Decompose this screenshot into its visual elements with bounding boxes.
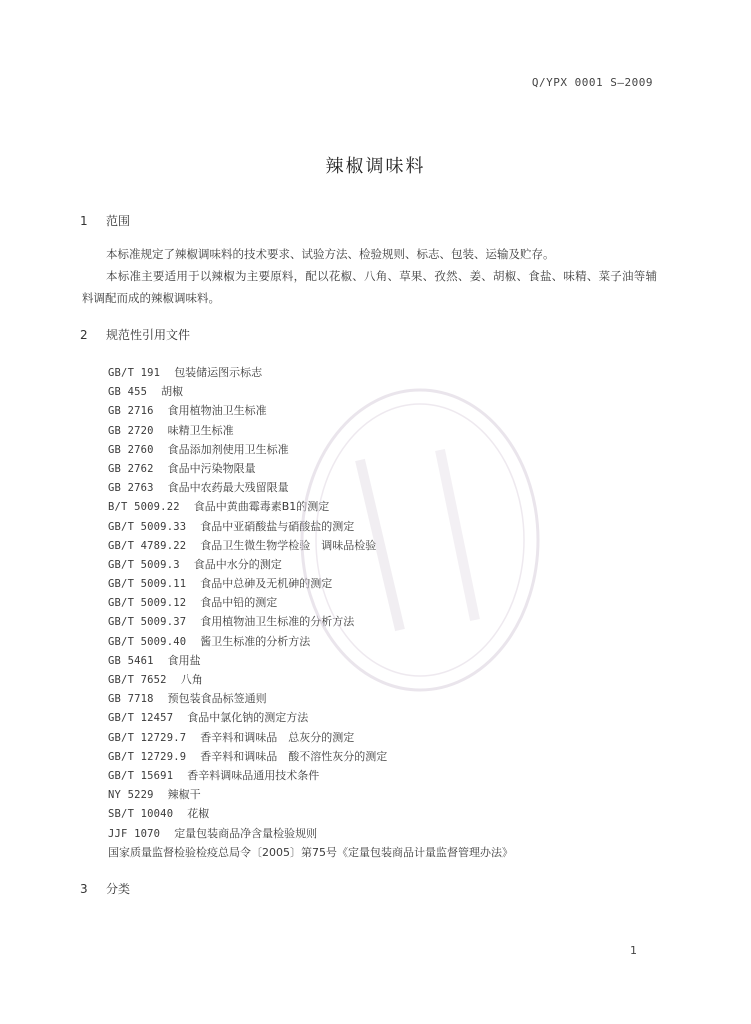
reference-title: 国家质量监督检验检疫总局令〔2005〕第75号《定量包装商品计量监督管理办法》 (108, 845, 513, 859)
reference-title: 食用植物油卫生标准 (167, 404, 267, 418)
reference-title: 酱卫生标准的分析方法 (200, 634, 311, 648)
reference-item (108, 824, 513, 843)
reference-title: 食品中农药最大残留限量 (167, 481, 289, 495)
reference-title: 花椒 (187, 807, 210, 821)
reference-code: B/T 5009.22 (108, 501, 180, 514)
reference-code: GB 7718 (108, 693, 154, 706)
reference-code: GB 2716 (108, 405, 154, 418)
reference-code: GB/T 7652 (108, 674, 167, 686)
reference-title: 味精卫生标准 (167, 423, 234, 437)
reference-title: 包装储运图示标志 (174, 366, 263, 379)
reference-code: GB/T 5009.40 (108, 635, 187, 648)
reference-code: GB/T 5009.3 (108, 558, 180, 571)
reference-item (108, 536, 513, 555)
reference-title: 食品中污染物限量 (167, 461, 256, 475)
section-heading-classification (80, 880, 130, 897)
reference-item (108, 766, 513, 785)
reference-item (108, 382, 513, 401)
reference-item (108, 747, 513, 766)
reference-code: GB/T 12729.9 (108, 750, 187, 763)
scope-paragraph-1: 本标准规定了辣椒调味料的技术要求、试验方法、检验规则、标志、包装、运输及贮存。 (106, 247, 555, 261)
reference-item (108, 401, 513, 420)
reference-item (108, 478, 513, 497)
document-title: 辣椒调味料 (325, 156, 426, 177)
reference-title: 食品中黄曲霉毒素B1的测定 (193, 500, 330, 514)
reference-item (108, 708, 513, 727)
reference-item (108, 843, 513, 862)
section-heading-scope (80, 212, 130, 229)
reference-title: 食品卫生微生物学检验 调味品检验 (200, 538, 377, 552)
reference-title: 香辛料和调味品 总灰分的测定 (200, 730, 355, 744)
reference-item (108, 440, 513, 459)
reference-title: 食品添加剂使用卫生标准 (167, 442, 289, 456)
reference-code: JJF 1070 (108, 827, 161, 840)
reference-item (108, 555, 513, 574)
reference-list (108, 363, 513, 862)
reference-item (108, 497, 513, 516)
reference-code: GB/T 4789.22 (108, 539, 187, 552)
reference-title: 食品中亚硝酸盐与硝酸盐的测定 (200, 519, 355, 533)
reference-title: 香辛料调味品通用技术条件 (187, 768, 320, 782)
reference-title: 胡椒 (161, 385, 184, 399)
reference-code: GB/T 15691 (108, 769, 174, 782)
reference-item (108, 574, 513, 593)
reference-code: GB/T 5009.12 (108, 597, 187, 610)
section-number: 3 (80, 882, 88, 896)
scope-paragraph-2: 本标准主要适用于以辣椒为主要原料，配以花椒、八角、草果、孜然、姜、胡椒、食盐、味精、菜子油等辅料调配而成的辣椒调味料。 (82, 269, 657, 305)
reference-item (108, 632, 513, 651)
reference-code: GB 5461 (108, 654, 154, 667)
reference-item (108, 593, 513, 612)
reference-title: 八角 (180, 673, 203, 686)
reference-title: 预包装食品标签通则 (167, 692, 267, 706)
reference-item (108, 689, 513, 708)
reference-code: GB/T 5009.37 (108, 616, 187, 629)
reference-item (108, 728, 513, 747)
reference-code: GB/T 12457 (108, 712, 174, 725)
reference-code: GB 2760 (108, 443, 154, 456)
reference-item (108, 612, 513, 631)
reference-title: 食用植物油卫生标准的分析方法 (200, 615, 355, 629)
reference-item (108, 517, 513, 536)
section-heading-normative-references (80, 326, 190, 343)
reference-item (108, 363, 513, 382)
reference-item (108, 670, 513, 689)
reference-code: GB/T 5009.11 (108, 578, 187, 591)
section-title: 范围 (106, 214, 131, 228)
reference-code: GB/T 12729.7 (108, 731, 187, 744)
section-number: 2 (80, 328, 88, 342)
section-title: 分类 (106, 882, 131, 896)
section-title: 规范性引用文件 (106, 328, 191, 342)
page-number: 1 (630, 944, 637, 957)
reference-item (108, 804, 513, 823)
reference-item (108, 785, 513, 804)
reference-code: GB 2762 (108, 462, 154, 475)
section-number: 1 (80, 214, 88, 228)
reference-title: 食品中铅的测定 (200, 596, 278, 610)
reference-code: GB 2720 (108, 424, 154, 437)
reference-code: GB 2763 (108, 482, 154, 495)
reference-code: GB/T 5009.33 (108, 520, 187, 533)
reference-title: 食用盐 (167, 653, 201, 667)
reference-code: GB/T 191 (108, 367, 161, 379)
reference-title: 辣椒干 (167, 788, 201, 802)
reference-item (108, 421, 513, 440)
reference-title: 香辛料和调味品 酸不溶性灰分的测定 (200, 749, 388, 763)
reference-title: 食品中水分的测定 (193, 557, 282, 571)
reference-item (108, 459, 513, 478)
reference-code: GB 455 (108, 386, 148, 399)
reference-item (108, 651, 513, 670)
standard-code: Q/YPX 0001 S—2009 (531, 76, 653, 89)
reference-title: 定量包装商品净含量检验规则 (174, 826, 318, 840)
reference-code: SB/T 10040 (108, 808, 174, 821)
reference-code: NY 5229 (108, 789, 154, 802)
reference-title: 食品中氯化钠的测定方法 (187, 711, 309, 725)
reference-title: 食品中总砷及无机砷的测定 (200, 577, 333, 591)
